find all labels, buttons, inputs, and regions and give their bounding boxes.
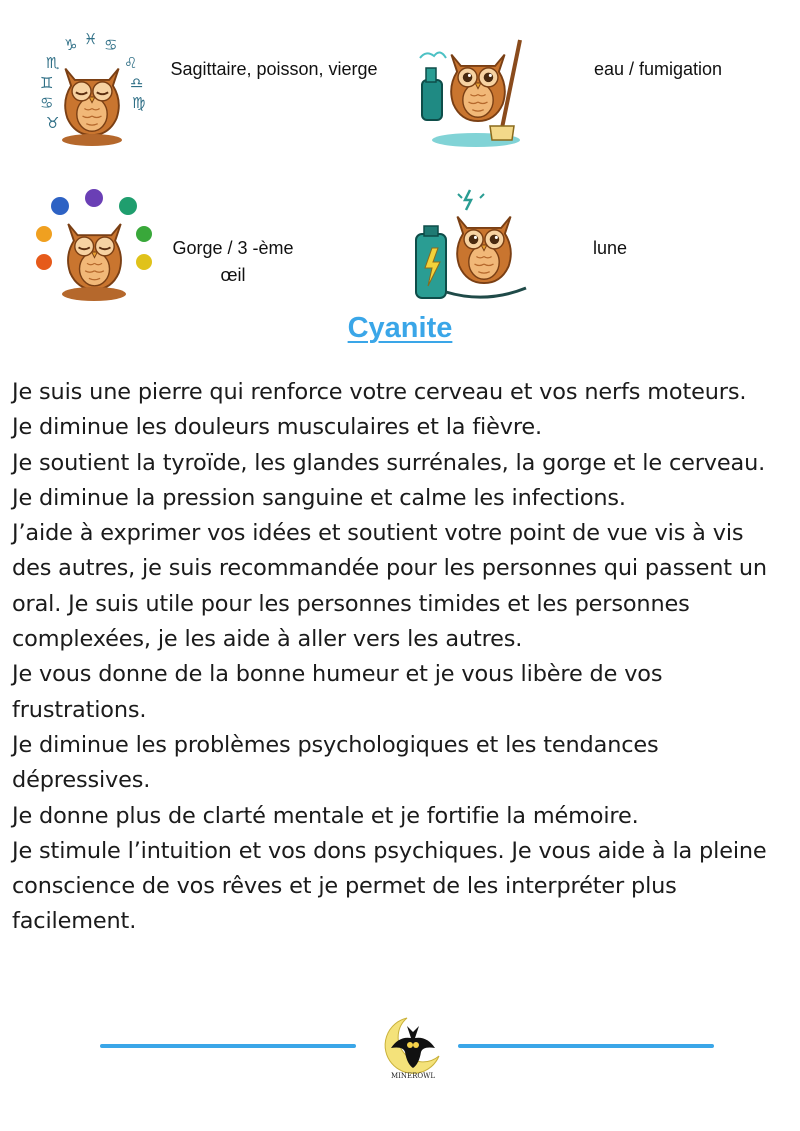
- description-text: [12, 375, 782, 940]
- svg-text:♊: ♊: [40, 74, 54, 92]
- logo-text: MINEROWL: [390, 1072, 436, 1080]
- owl-charging-icon: [412, 186, 532, 306]
- paragraph: Je suis une pierre qui renforce votre cerveau et vos nerfs moteurs.: [12, 379, 747, 405]
- page-title: Cyanite: [347, 312, 453, 344]
- chakra-label: [158, 235, 308, 289]
- paragraph: Je donne plus de clarté mentale et je fortifie la mémoire.: [12, 802, 639, 829]
- chakra-label-line2: œil: [220, 265, 246, 285]
- chakra-label-line1: Gorge / 3 -ème: [172, 238, 294, 258]
- paragraph: Je vous donne de la bonne humeur et je vous libère de vos frustrations.: [12, 661, 663, 723]
- recharge-label: lune: [592, 238, 628, 258]
- svg-text:♍: ♍: [132, 94, 146, 112]
- divider-left: [100, 1044, 356, 1048]
- paragraph: J’aide à exprimer vos idées et soutient votre point de vue vis à vis des autres, je suis recommandée pour les personnes qui passent un oral. Je suis utile pour les personnes timides et les personnes complexées, je les aide à aller vers les autres.: [12, 520, 767, 653]
- paragraph: Je diminue les problèmes psychologiques et les tendances dépressives.: [12, 731, 659, 794]
- svg-text:♏: ♏: [46, 54, 60, 72]
- divider-right: [458, 1044, 714, 1048]
- owl-moon-logo-icon: [377, 1012, 449, 1088]
- paragraph: Je soutient la tyroïde, les glandes surrénales, la gorge et le cerveau.: [12, 449, 766, 476]
- zodiac-label: Sagittaire, poisson, vierge: [170, 59, 378, 79]
- svg-text:♉: ♉: [46, 114, 60, 132]
- svg-text:♓: ♓: [84, 30, 98, 48]
- svg-text:♌: ♌: [124, 54, 138, 72]
- owl-cleaning-icon: [412, 28, 532, 153]
- svg-text:♋: ♋: [40, 94, 54, 112]
- paragraph: Je stimule l’intuition et vos dons psychiques. Je vous aide à la pleine conscience de vos rêves et je permet de les interpréter plus facilement.: [12, 837, 767, 935]
- paragraph: Je diminue les douleurs musculaires et la fièvre.: [12, 414, 543, 441]
- owl-zodiac-icon: [32, 28, 152, 153]
- svg-text:♋: ♋: [104, 36, 118, 54]
- owl-chakra-icon: [32, 186, 157, 306]
- svg-text:♑: ♑: [64, 36, 78, 54]
- cleansing-label: eau / fumigation: [593, 59, 723, 79]
- paragraph: Je diminue la pression sanguine et calme les infections.: [12, 484, 626, 511]
- svg-text:♎: ♎: [130, 74, 144, 92]
